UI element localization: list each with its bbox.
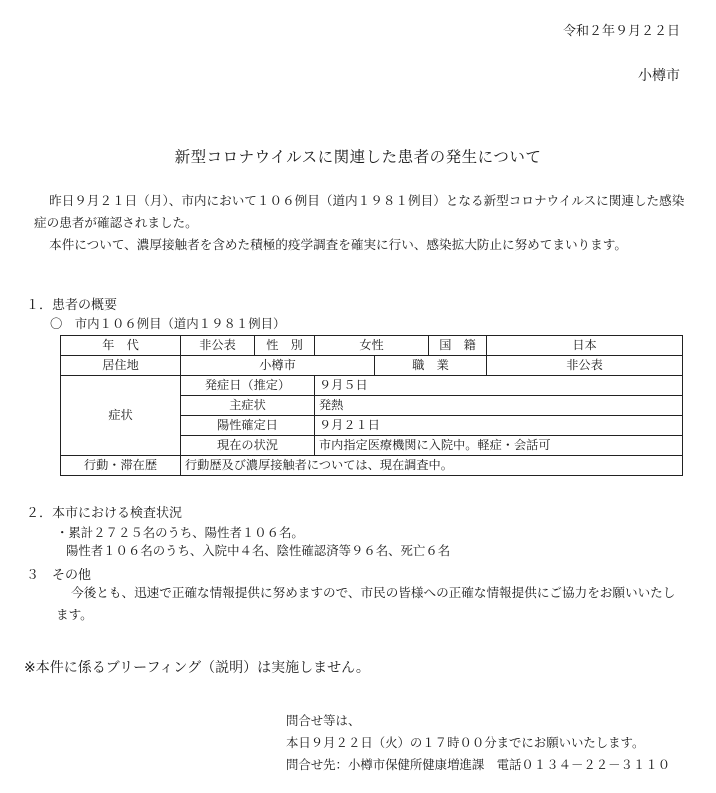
intro-paragraph-1: 昨日９月２１日（月）、市内において１０６例目（道内１９８１例目）となる新型コロナウイルスに関連した感染症の患者が確認されました。 bbox=[34, 193, 685, 230]
section1-heading: １．患者の概要 bbox=[26, 298, 118, 313]
document-title: 新型コロナウイルスに関連した患者の発生について bbox=[174, 148, 542, 166]
section1-subheading: 〇 市内１０６例目（道内１９８１例目） bbox=[50, 316, 286, 331]
contact-line-3: 問合せ先：小樽市保健所健康増進課 電話０１３４－２２－３１１０ bbox=[286, 757, 671, 772]
occupation-value: 非公表 bbox=[487, 356, 683, 376]
table-row bbox=[61, 356, 683, 376]
sex-value: 女性 bbox=[315, 336, 429, 356]
document-date: 令和２年９月２２日 bbox=[562, 24, 680, 39]
table-row bbox=[61, 376, 683, 396]
patient-summary-table bbox=[60, 335, 683, 476]
sex-label: 性 別 bbox=[255, 336, 315, 356]
age-label: 年 代 bbox=[61, 336, 181, 356]
onset-date-label: 発症日（推定） bbox=[181, 376, 315, 396]
intro-paragraph-2: 本件について、濃厚接触者を含めた積極的疫学調査を確実に行い、感染拡大防止に努めてまいります。 bbox=[49, 237, 627, 252]
table-row bbox=[61, 336, 683, 356]
section3-heading: ３ その他 bbox=[26, 568, 92, 583]
symptoms-label: 症状 bbox=[61, 376, 181, 456]
nationality-value: 日本 bbox=[487, 336, 683, 356]
positive-breakdown-line: 陽性者１０６名のうち、入院中４名、陰性確認済等９６名、死亡６名 bbox=[66, 543, 451, 558]
occupation-label: 職 業 bbox=[375, 356, 487, 376]
nationality-label: 国 籍 bbox=[429, 336, 487, 356]
section3-paragraph: 今後とも、迅速で正確な情報提供に努めますので、市民の皆様への正確な情報提供にご協力をお願いいたします。 bbox=[56, 585, 676, 622]
current-status-label: 現在の状況 bbox=[181, 436, 315, 456]
current-status-value: 市内指定医療機関に入院中。軽症・会話可 bbox=[315, 436, 683, 456]
age-value: 非公表 bbox=[181, 336, 255, 356]
contact-line-1: 問合せ等は、 bbox=[286, 713, 361, 728]
testing-total-line: ・累計２７２５名のうち、陽性者１０６名。 bbox=[56, 525, 304, 540]
positive-date-label: 陽性確定日 bbox=[181, 416, 315, 436]
contact-line-2: 本日９月２２日（火）の１７時００分までにお願いいたします。 bbox=[286, 735, 645, 750]
issuer-name: 小樽市 bbox=[638, 68, 680, 84]
intro-text bbox=[34, 190, 686, 256]
history-label: 行動・滞在歴 bbox=[61, 456, 181, 476]
contact-info bbox=[286, 710, 670, 776]
onset-date-value: ９月５日 bbox=[315, 376, 683, 396]
main-symptom-label: 主症状 bbox=[181, 396, 315, 416]
main-symptom-value: 発熱 bbox=[315, 396, 683, 416]
table-row bbox=[61, 456, 683, 476]
positive-date-value: ９月２１日 bbox=[315, 416, 683, 436]
residence-value: 小樽市 bbox=[181, 356, 375, 376]
briefing-note: ※本件に係るブリーフィング（説明）は実施しません。 bbox=[24, 660, 370, 676]
residence-label: 居住地 bbox=[61, 356, 181, 376]
section3-text bbox=[56, 582, 686, 626]
section2-heading: ２．本市における検査状況 bbox=[26, 506, 183, 521]
history-value: 行動歴及び濃厚接触者については、現在調査中。 bbox=[181, 456, 683, 476]
